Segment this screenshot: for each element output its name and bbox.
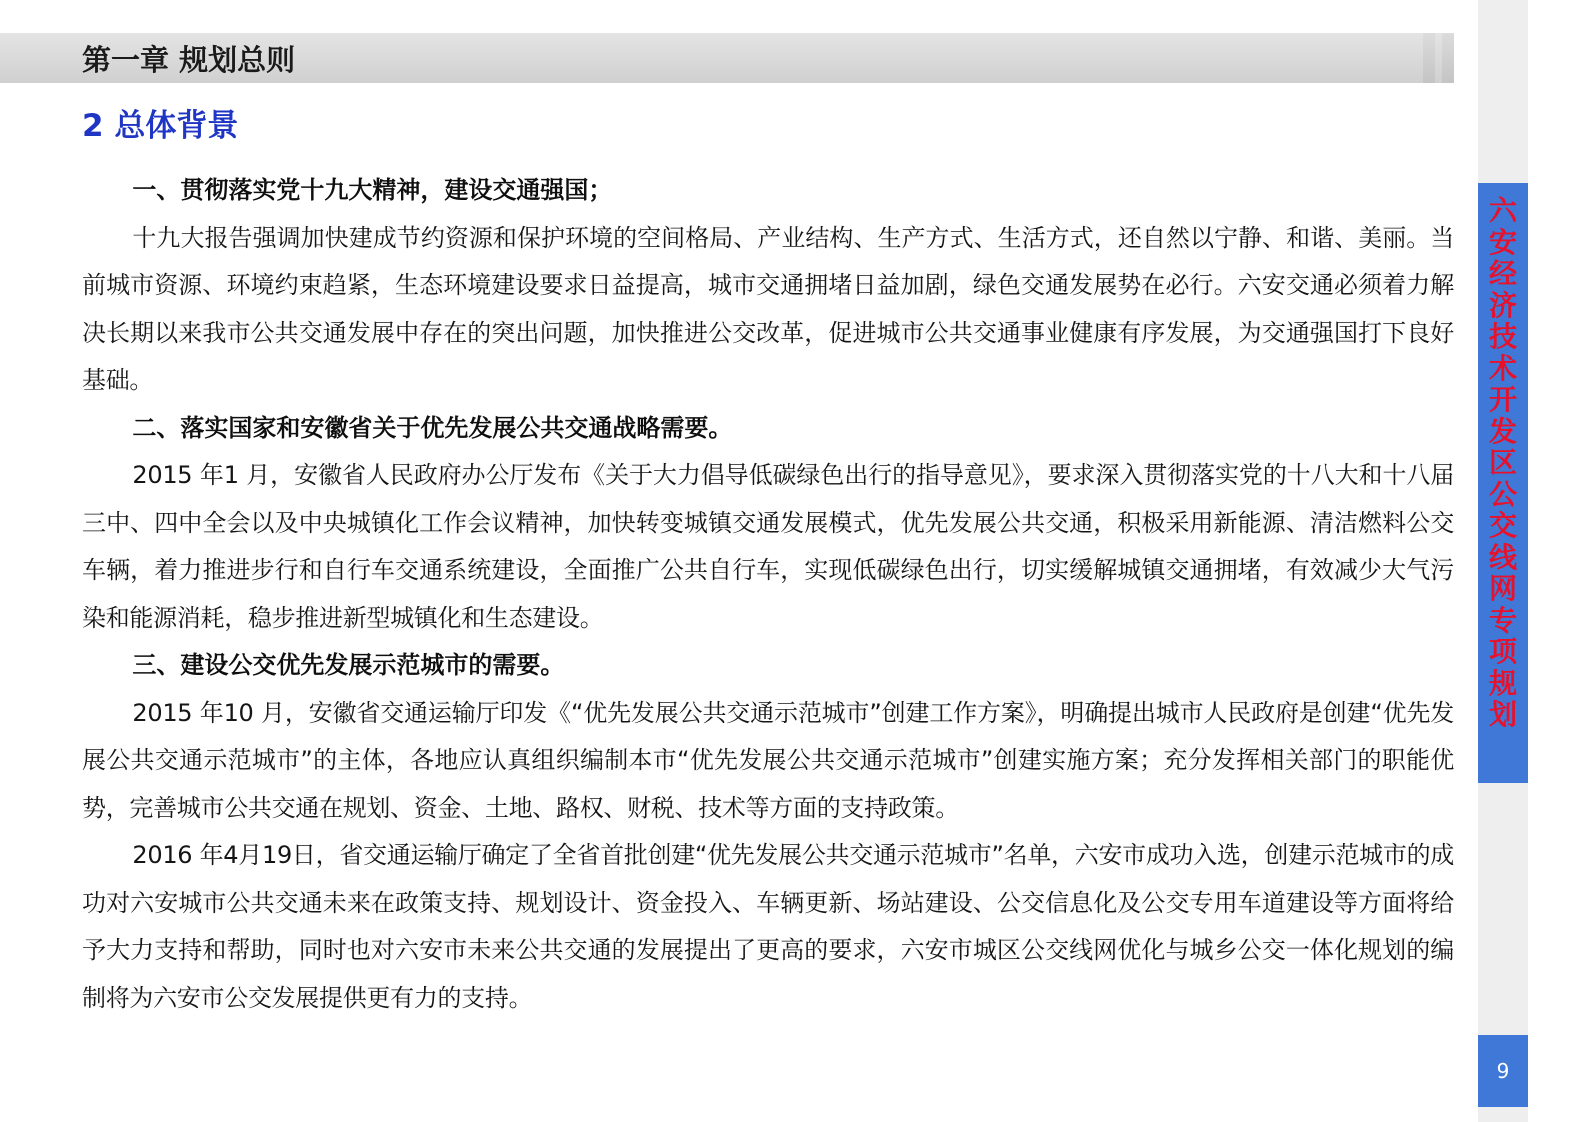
- subsection-heading: 三、建设公交优先发展示范城市的需要。: [132, 651, 565, 679]
- vertical-title-char: 济: [1488, 288, 1517, 322]
- vertical-title-char: 六: [1488, 194, 1517, 227]
- vertical-title-char: 线: [1488, 540, 1517, 574]
- vertical-title-char: 交: [1488, 509, 1517, 542]
- vertical-title-char: 项: [1488, 635, 1517, 668]
- vertical-title-char: 开: [1488, 383, 1517, 416]
- body-paragraph: 十九大报告强调加快建成节约资源和保护环境的空间格局、产业结构、生产方式、生活方式，还自然以宁静、和谐、美丽。当前城市资源、环境约束趋紧，生态环境建设要求日益提高，城市交通拥堵日益加剧，绿色交通发展势在必行。六安交通必须着力解决长期以来我市公共交通发展中存在的突出问题，加快推进公交改革，促进城市公共交通事业健康有序发展，为交通强国打下良好基础。: [82, 223, 1454, 394]
- page-number: 9: [1478, 1035, 1528, 1107]
- vertical-title-char: 划: [1488, 698, 1517, 731]
- body-content: [82, 167, 1454, 1022]
- vertical-title-char: 发: [1488, 414, 1517, 448]
- vertical-document-title: [1478, 195, 1528, 731]
- vertical-title-char: 技: [1488, 320, 1517, 353]
- chapter-title: 第一章 规划总则: [82, 43, 296, 77]
- vertical-title-char: 安: [1488, 225, 1517, 259]
- vertical-title-char: 经: [1488, 257, 1517, 290]
- header-decor-stripe: [1423, 33, 1435, 83]
- header-decor-stripe: [1442, 33, 1454, 83]
- subsection-heading: 二、落实国家和安徽省关于优先发展公共交通战略需要。: [132, 413, 733, 442]
- vertical-title-char: 网: [1488, 572, 1517, 605]
- body-paragraph: 2015 年1 月，安徽省人民政府办公厅发布《关于大力倡导低碳绿色出行的指导意见》，要求深入贯彻落实党的十八大和十八届三中、四中全会以及中央城镇化工作会议精神，加快转变城镇交通发展模式，优先发展公共交通，积极采用新能源、清洁燃料公交车辆，着力推进步行和自行车交通系统建设，全面推广公共自行车，实现低碳绿色出行，切实缓解城镇交通拥堵，有效减少大气污染和能源消耗，稳步推进新型城镇化和生态建设。: [82, 461, 1454, 632]
- body-paragraph: 2015 年10 月，安徽省交通运输厅印发《“优先发展公共交通示范城市”创建工作方案》，明确提出城市人民政府是创建“优先发展公共交通示范城市”的主体，各地应认真组织编制本市“优先发展公共交通示范城市”创建实施方案；充分发挥相关部门的职能优势，完善城市公共交通在规划、资金、土地、路权、财税、技术等方面的支持政策。: [82, 698, 1454, 822]
- vertical-title-char: 专: [1488, 603, 1517, 637]
- section-heading: 2 总体背景: [82, 108, 239, 144]
- body-paragraph: 2016 年4月19日，省交通运输厅确定了全省首批创建“优先发展公共交通示范城市”名单，六安市成功入选，创建示范城市的成功对六安城市公共交通未来在政策支持、规划设计、资金投入、车辆更新、场站建设、公交信息化及公交专用车道建设等方面将给予大力支持和帮助，同时也对六安市未来公共交通的发展提出了更高的要求，六安市城区公交线网优化与城乡公交一体化规划的编制将为六安市公交发展提供更有力的支持。: [82, 841, 1454, 1012]
- vertical-title-char: 区: [1488, 446, 1517, 479]
- vertical-title-char: 公: [1488, 477, 1517, 511]
- vertical-title-char: 规: [1488, 666, 1517, 700]
- vertical-title-char: 术: [1488, 351, 1517, 385]
- subsection-heading: 一、贯彻落实党十九大精神，建设交通强国；: [132, 176, 613, 204]
